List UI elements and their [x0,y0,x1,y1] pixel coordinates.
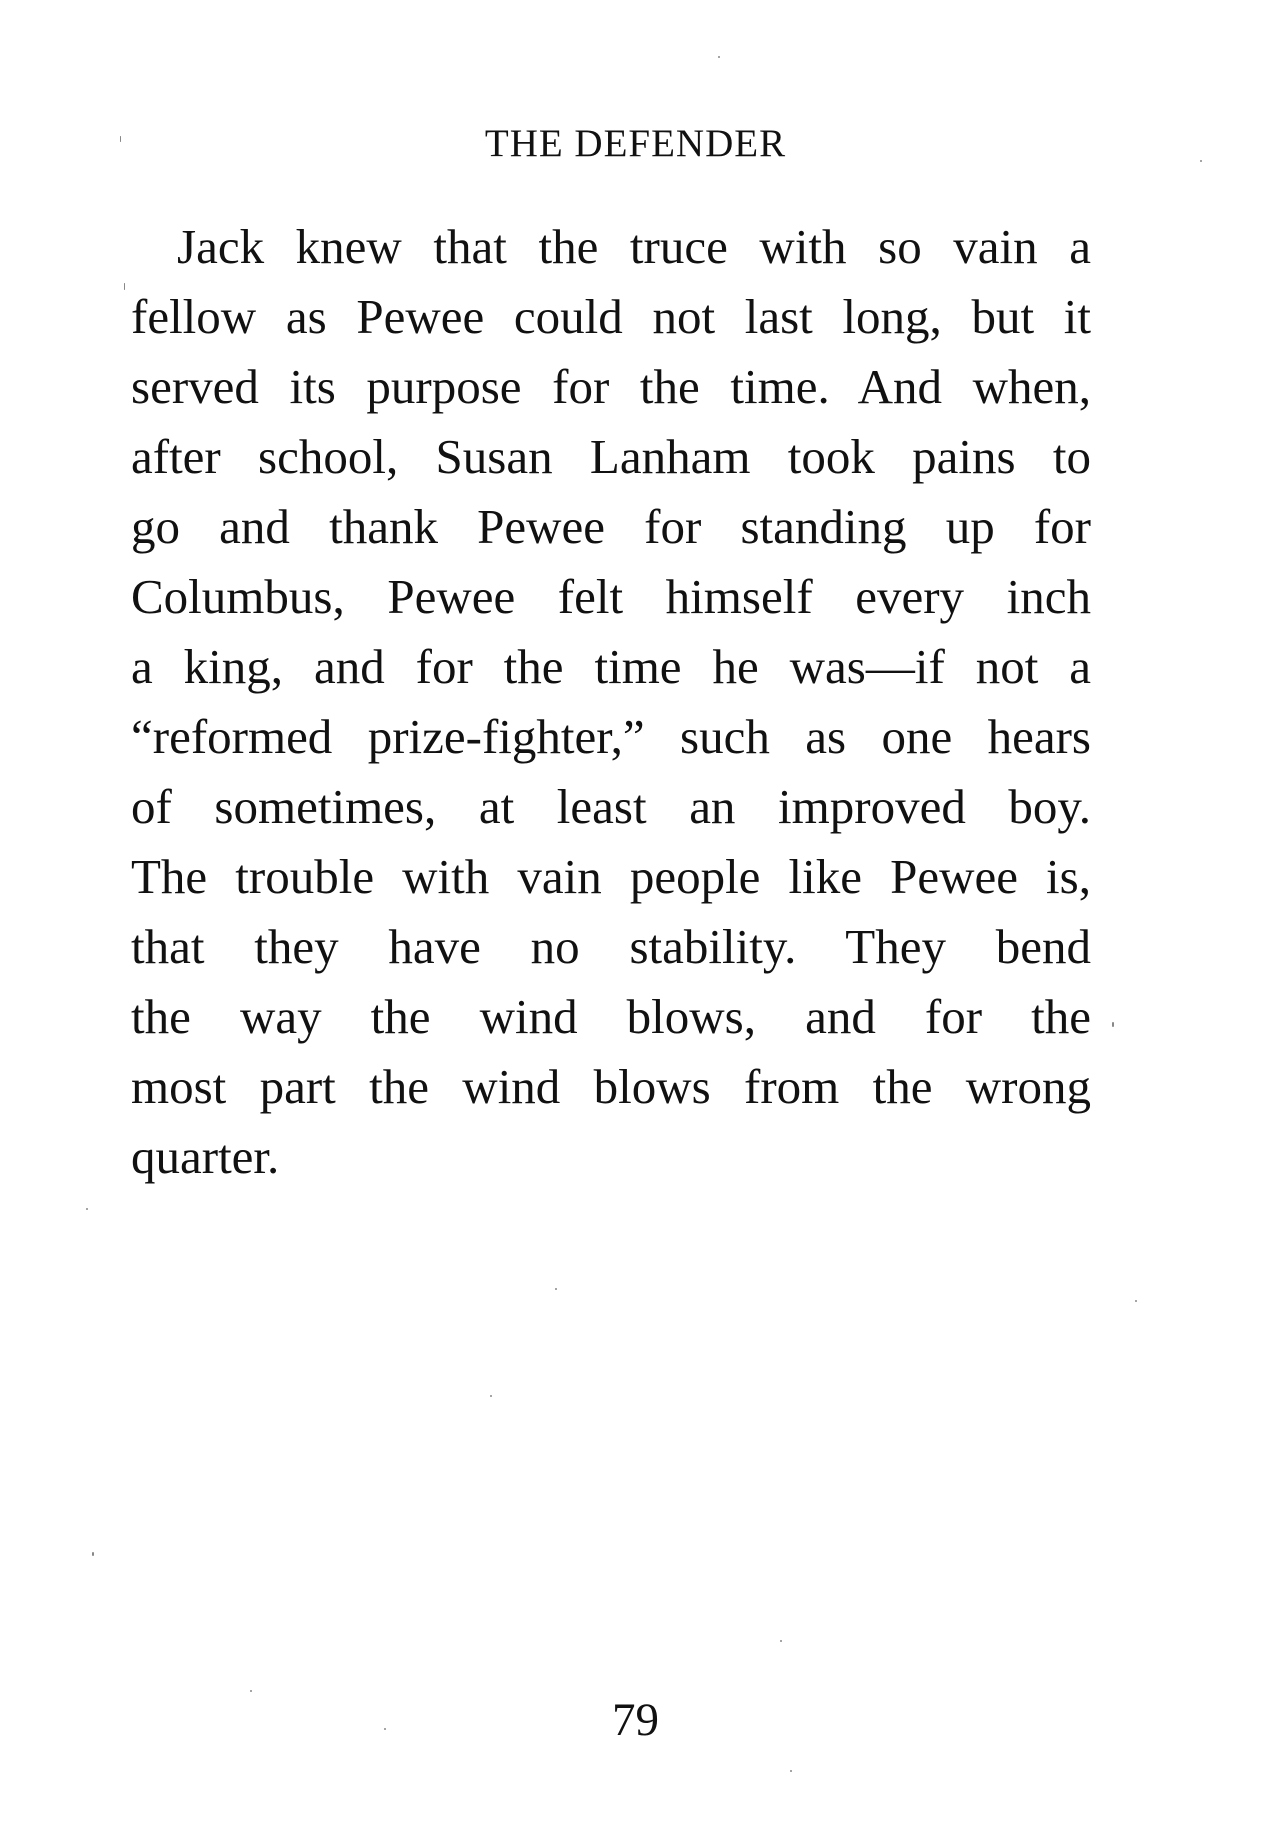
scan-speck [384,1728,386,1730]
text-line: most part the wind blows from the wrong [131,1059,1091,1114]
text-line: Jack knew that the truce with so vain a [177,219,1091,274]
body-paragraph [131,212,1091,1192]
scan-speck [490,1395,492,1397]
text-line: after school, Susan Lanham took pains to [131,429,1091,484]
running-title: THE DEFENDER [484,122,787,165]
text-line: a king, and for the time he was—if not a [131,639,1091,694]
scan-speck [250,1690,252,1692]
page-number: 79 [612,1694,659,1746]
scan-speck [1135,1300,1137,1302]
scan-speck [780,1640,782,1642]
text-line: fellow as Pewee could not last long, but it [131,289,1091,344]
scan-speck [1112,1022,1114,1027]
scan-speck [120,136,121,142]
scan-speck [1200,160,1202,162]
text-line: The trouble with vain people like Pewee is, [131,849,1091,904]
scan-speck [790,1770,792,1772]
scan-speck [555,1288,557,1290]
text-line: that they have no stability. They bend [131,919,1091,974]
text-line: Columbus, Pewee felt himself every inch [131,569,1091,624]
scan-speck [86,1208,88,1210]
text-line: “reformed prize-fighter,” such as one hears [131,709,1091,764]
scan-speck [718,56,720,58]
scan-speck [124,283,125,290]
text-line: go and thank Pewee for standing up for [131,499,1091,554]
text-line: quarter. [131,1129,280,1184]
scan-speck [92,1552,94,1556]
text-line: of sometimes, at least an improved boy. [131,779,1091,834]
text-line: served its purpose for the time. And when, [131,359,1091,414]
text-line: the way the wind blows, and for the [131,989,1091,1044]
